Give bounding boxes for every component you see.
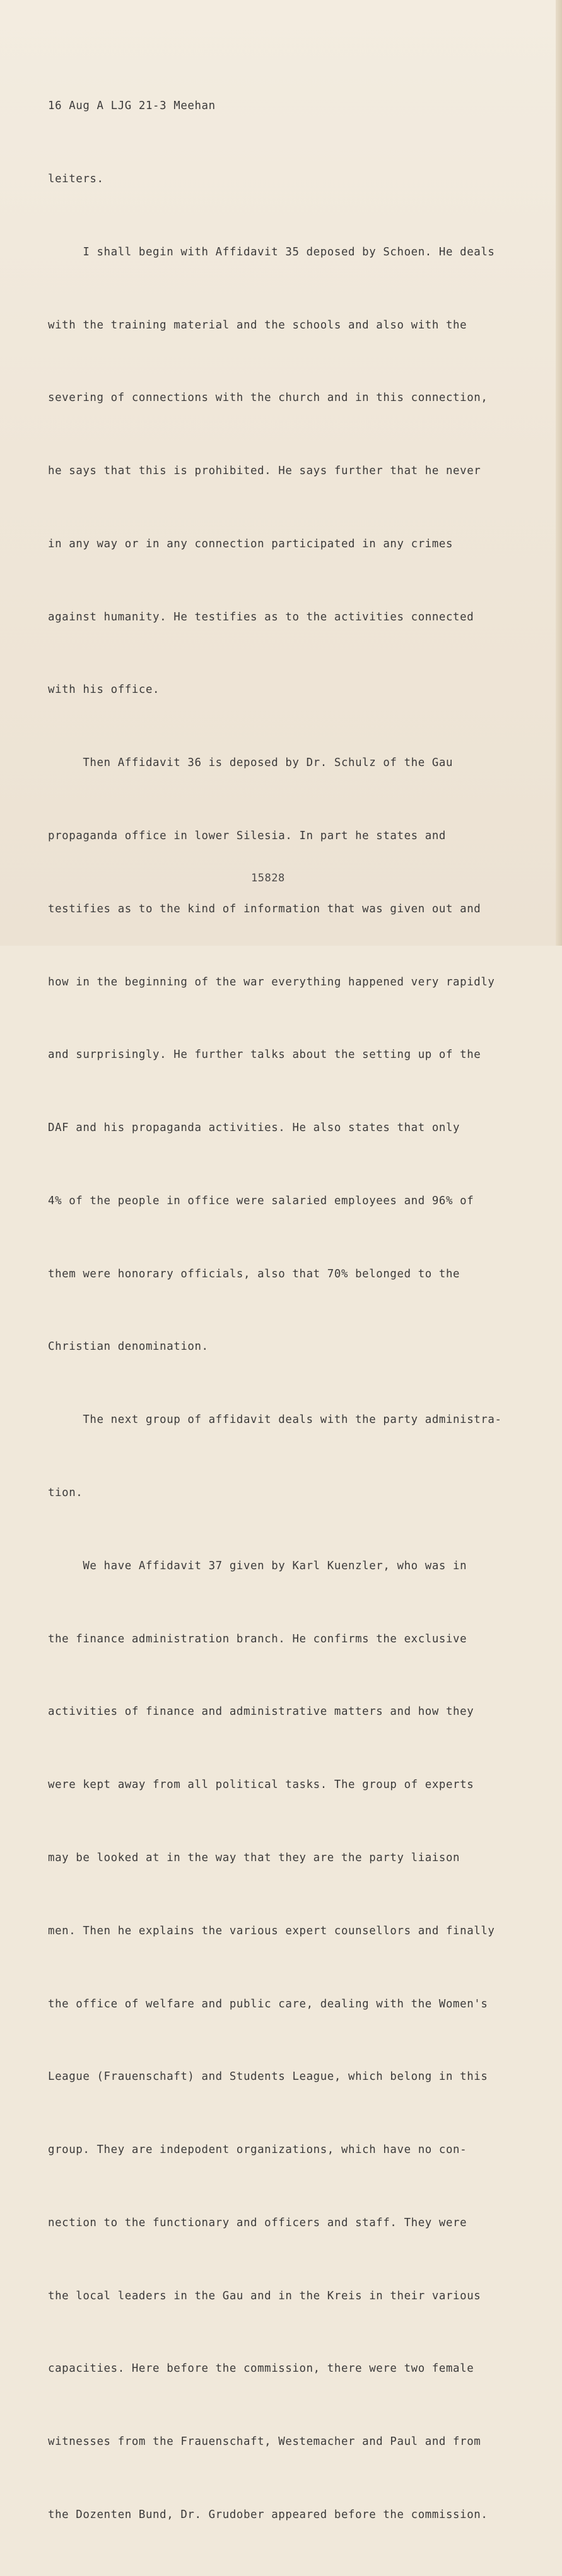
text-line: nection to the functionary and officers and staff. They were — [48, 2216, 467, 2229]
text-line: tion. — [48, 1487, 83, 1500]
text-line: group. They are indepodent organizations, which have no con- — [48, 2144, 467, 2157]
typed-text-block — [48, 45, 527, 2576]
text-line: 4% of the people in office were salaried employees and 96% of — [48, 1194, 474, 1207]
text-line: I shall begin with Affidavit 35 deposed by Schoen. He deals — [48, 245, 495, 258]
text-line: in any way or in any connection participated in any crimes — [48, 537, 454, 550]
text-line: he says that this is prohibited. He says further that he never — [48, 465, 481, 478]
page-edge — [556, 0, 562, 946]
text-line: We have Affidavit 37 given by Karl Kuenzler, who was in — [48, 1559, 467, 1572]
text-line: with his office. — [48, 683, 160, 697]
text-line: may be looked at in the way that they are the party liaison — [48, 1851, 460, 1864]
text-line: testifies as to the kind of information that was given out and — [48, 902, 481, 915]
text-line: capacities. Here before the commission, there were two female — [48, 2362, 474, 2376]
text-line: DAF and his propaganda activities. He also states that only — [48, 1122, 460, 1135]
text-line: the office of welfare and public care, dealing with the Women's — [48, 1997, 488, 2010]
text-line: activities of finance and administrative matters and how they — [48, 1705, 474, 1719]
text-line: witnesses from the Frauenschaft, Westemacher and Paul and from — [48, 2435, 481, 2449]
text-line: Then Affidavit 36 is deposed by Dr. Schulz of the Gau — [48, 757, 454, 770]
header-line: 16 Aug A LJG 21-3 Meehan — [48, 100, 216, 113]
text-line: with the training material and the schools and also with the — [48, 318, 467, 332]
text-line: were kept away from all political tasks. The group of experts — [48, 1778, 474, 1792]
text-line: and surprisingly. He further talks about the setting up of the — [48, 1048, 481, 1062]
text-line: The next group of affidavit deals with the party administra- — [48, 1413, 502, 1427]
page-number: 15828 — [251, 872, 285, 885]
text-line: against humanity. He testifies as to the activities connected — [48, 610, 474, 624]
text-line: the local leaders in the Gau and in the Kreis in their various — [48, 2289, 481, 2302]
text-line: severing of connections with the church and in this connection, — [48, 392, 488, 405]
text-line: Christian denomination. — [48, 1340, 209, 1354]
text-line: how in the beginning of the war everything happened very rapidly — [48, 975, 495, 989]
text-line: them were honorary officials, also that 70% belonged to the — [48, 1267, 460, 1280]
text-line: propaganda office in lower Silesia. In part he states and — [48, 830, 446, 842]
text-line: men. Then he explains the various expert counsellors and finally — [48, 1924, 495, 1937]
text-line: leiters. — [48, 172, 104, 185]
text-line: the Dozenten Bund, Dr. Grudober appeared before the commission. — [48, 2508, 488, 2521]
text-line: League (Frauenschaft) and Students League, which belong in this — [48, 2070, 488, 2084]
text-line: the finance administration branch. He confirms the exclusive — [48, 1632, 467, 1645]
